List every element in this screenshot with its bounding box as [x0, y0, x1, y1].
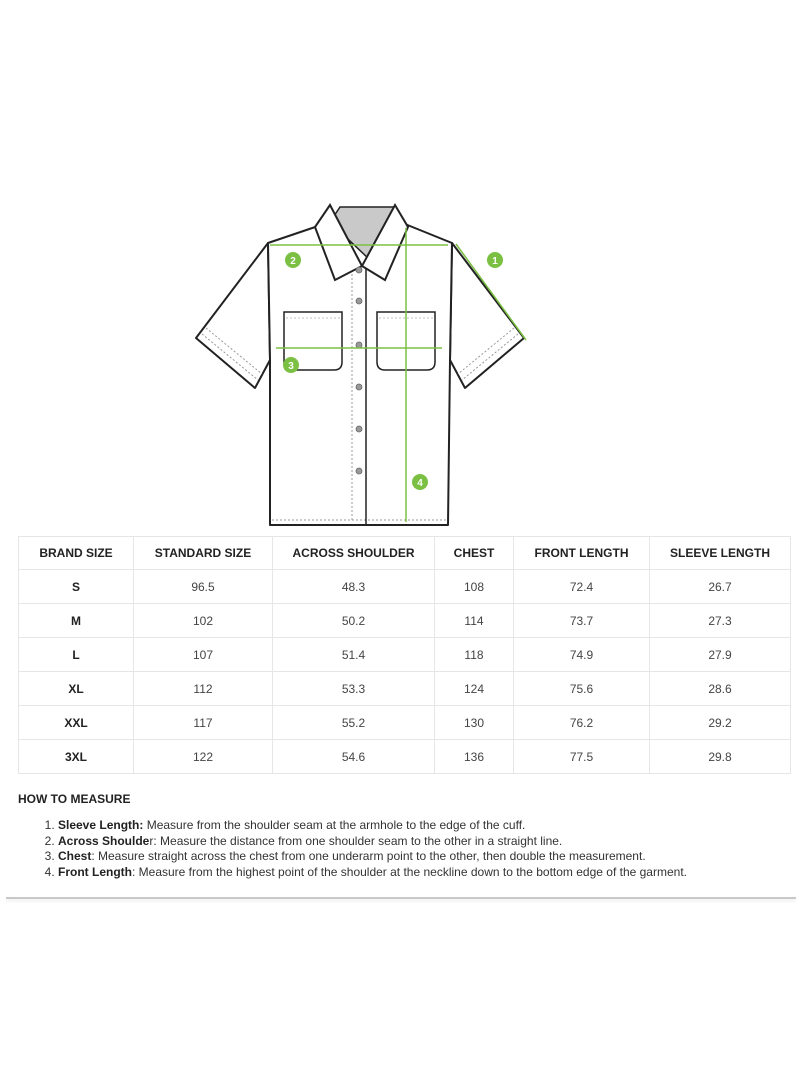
- table-row: [19, 706, 791, 740]
- instruction-term: Front Length: [58, 864, 132, 879]
- instruction-term: Sleeve Length:: [58, 818, 144, 832]
- table-row: [19, 604, 791, 638]
- table-cell: 54.6: [273, 740, 435, 774]
- table-cell: 112: [134, 672, 273, 706]
- brand-size-cell: L: [19, 638, 134, 672]
- table-cell: 136: [435, 740, 514, 774]
- table-cell: 76.2: [514, 706, 650, 740]
- marker-2-icon: [285, 252, 301, 268]
- header-standard-size: STANDARD SIZE: [134, 537, 273, 570]
- how-to-measure-section: [18, 792, 788, 880]
- table-cell: 53.3: [273, 672, 435, 706]
- instruction-text: : Measure straight across the chest from one underarm point to the other, then double the measurement.: [91, 849, 646, 863]
- table-cell: 107: [134, 638, 273, 672]
- table-row: [19, 638, 791, 672]
- instruction-text: Measure from the shoulder seam at the armhole to the edge of the cuff.: [143, 818, 526, 832]
- table-cell: 72.4: [514, 570, 650, 604]
- measurement-instructions-list: [18, 818, 788, 880]
- table-cell: 102: [134, 604, 273, 638]
- marker-3-icon: [283, 357, 299, 373]
- size-chart-table: [18, 536, 791, 774]
- instruction-front-length: [58, 865, 788, 881]
- instruction-term: Chest: [58, 849, 92, 863]
- marker-4-icon: [412, 474, 428, 490]
- instruction-chest: [58, 849, 788, 865]
- instruction-text: r: Measure the distance from one shoulder seam to the other in a straight line.: [149, 833, 563, 848]
- brand-size-cell: XL: [19, 672, 134, 706]
- table-cell: 28.6: [650, 672, 791, 706]
- instruction-across-shoulder: [58, 834, 788, 850]
- table-cell: 108: [435, 570, 514, 604]
- table-row: [19, 672, 791, 706]
- table-cell: 29.8: [650, 740, 791, 774]
- divider: [6, 897, 796, 899]
- brand-size-cell: XXL: [19, 706, 134, 740]
- how-to-measure-title: HOW TO MEASURE: [18, 792, 131, 806]
- instruction-sleeve-length: [58, 818, 788, 834]
- svg-text:3: 3: [288, 361, 294, 372]
- table-cell: 75.6: [514, 672, 650, 706]
- header-sleeve-length: SLEEVE LENGTH: [650, 537, 791, 570]
- shirt-measurement-diagram: [190, 200, 540, 530]
- table-cell: 27.3: [650, 604, 791, 638]
- instruction-text: : Measure from the highest point of the shoulder at the neckline down to the bottom edge of the garment.: [131, 864, 687, 879]
- instruction-term: Across Shoulde: [58, 833, 150, 848]
- table-cell: 77.5: [514, 740, 650, 774]
- table-cell: 74.9: [514, 638, 650, 672]
- table-cell: 118: [435, 638, 514, 672]
- table-cell: 26.7: [650, 570, 791, 604]
- table-cell: 29.2: [650, 706, 791, 740]
- header-chest: CHEST: [435, 537, 514, 570]
- table-cell: 96.5: [134, 570, 273, 604]
- table-header-row: [19, 537, 791, 570]
- brand-size-cell: M: [19, 604, 134, 638]
- table-cell: 122: [134, 740, 273, 774]
- marker-1-icon: [487, 252, 503, 268]
- table-row: [19, 740, 791, 774]
- shirt-illustration: [190, 200, 540, 530]
- table-cell: 51.4: [273, 638, 435, 672]
- table-cell: 124: [435, 672, 514, 706]
- header-brand-size: BRAND SIZE: [19, 537, 134, 570]
- table-cell: 130: [435, 706, 514, 740]
- brand-size-cell: S: [19, 570, 134, 604]
- table-cell: 50.2: [273, 604, 435, 638]
- header-front-length: FRONT LENGTH: [514, 537, 650, 570]
- table-cell: 48.3: [273, 570, 435, 604]
- table-row: [19, 570, 791, 604]
- table-cell: 73.7: [514, 604, 650, 638]
- table-cell: 114: [435, 604, 514, 638]
- brand-size-cell: 3XL: [19, 740, 134, 774]
- table-cell: 117: [134, 706, 273, 740]
- table-cell: 55.2: [273, 706, 435, 740]
- svg-text:1: 1: [492, 256, 498, 267]
- table-cell: 27.9: [650, 638, 791, 672]
- header-across-shoulder: ACROSS SHOULDER: [273, 537, 435, 570]
- svg-text:4: 4: [417, 478, 423, 489]
- svg-text:2: 2: [290, 256, 296, 267]
